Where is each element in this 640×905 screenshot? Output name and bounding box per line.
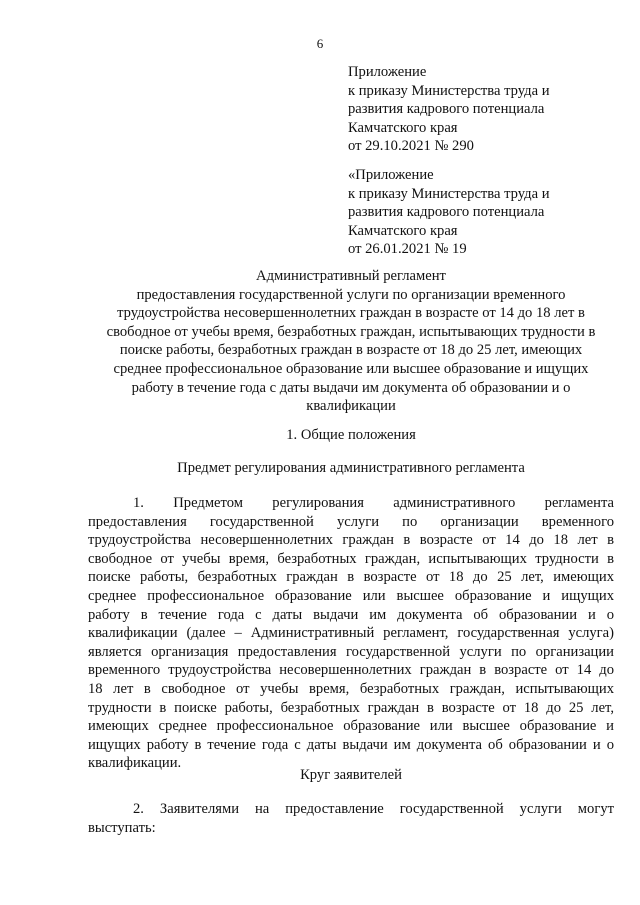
paragraph-1 <box>88 494 614 773</box>
title-line: Административный регламент <box>256 268 446 284</box>
approval-line: от 29.10.2021 № 290 <box>348 138 474 155</box>
paragraph-line: квалификации. <box>88 755 182 772</box>
paragraph-line: квалификации (далее – Административный регламент, государственная услуга) <box>88 625 614 642</box>
paragraph-line: имеющих среднее профессиональное образование или высшее образование и <box>88 718 614 735</box>
approval-line: к приказу Министерства труда и <box>348 185 550 202</box>
approval-line: Приложение <box>348 64 427 80</box>
paragraph-line: 1. Предметом регулирования административного регламента <box>133 495 614 511</box>
paragraph-line: поиске работы, безработных граждан в возрасте от 18 до 25 лет, имеющих <box>88 569 614 586</box>
document-title <box>88 267 614 416</box>
subsection-heading-subject: Предмет регулирования административного регламента <box>177 460 525 476</box>
title-line: свободное от учебы время, безработных граждан, испытывающих трудности в <box>106 323 596 340</box>
paragraph-line: временного трудоустройства несовершеннолетних граждан в возрасте от 14 до <box>88 662 614 679</box>
paragraph-line: среднее профессиональное образование или высшее образование и ищущих <box>88 587 614 604</box>
approval-line: от 26.01.2021 № 19 <box>348 241 467 258</box>
approval-block-current <box>348 63 628 156</box>
title-line: среднее профессиональное образование или высшее образование и ищущих <box>113 360 589 377</box>
approval-line: Камчатского края <box>348 222 458 239</box>
paragraph-2 <box>88 800 614 837</box>
approval-line: развития кадрового потенциала <box>348 101 545 118</box>
section-heading: 1. Общие положения <box>286 427 416 443</box>
paragraph-line: трудоустройства несовершеннолетних граждан в возрасте от 14 до 18 лет в <box>88 532 614 549</box>
title-line: трудоустройства несовершеннолетних граждан в возрасте от 14 до 18 лет в <box>117 305 585 322</box>
page-number: 6 <box>316 36 324 51</box>
paragraph-line: свободное от учебы время, безработных граждан, испытывающих трудности в <box>88 550 614 567</box>
paragraph-line: является организация предоставления государственной услуги по организации <box>88 643 614 660</box>
subsection-heading-applicants: Круг заявителей <box>300 767 402 783</box>
title-line: предоставления государственной услуги по организации временного <box>136 286 566 303</box>
approval-block-previous <box>348 166 628 259</box>
paragraph-line: предоставления государственной услуги по организации временного <box>88 513 614 530</box>
paragraph-line: 18 лет в свободное от учебы время, безработных граждан, испытывающих <box>88 680 614 697</box>
approval-line: к приказу Министерства труда и <box>348 82 550 99</box>
approval-line: «Приложение <box>348 167 434 183</box>
paragraph-line: трудности в поиске работы, безработных граждан в возрасте от 18 до 25 лет, <box>88 699 614 716</box>
title-line: квалификации <box>306 398 396 415</box>
paragraph-line: ищущих работу в течение года с даты выдачи им документа об образовании и о <box>88 736 614 753</box>
title-line: поиске работы, безработных граждан в возрасте от 18 до 25 лет, имеющих <box>119 342 583 359</box>
approval-line: Камчатского края <box>348 119 458 136</box>
paragraph-line: 2. Заявителями на предоставление государственной услуги могут <box>133 801 614 817</box>
paragraph-line: выступать: <box>88 819 156 836</box>
title-line: работу в течение года с даты выдачи им документа об образовании и о <box>131 379 571 396</box>
paragraph-line: работу в течение года с даты выдачи им документа об образовании и о <box>88 606 614 623</box>
approval-line: развития кадрового потенциала <box>348 204 545 221</box>
